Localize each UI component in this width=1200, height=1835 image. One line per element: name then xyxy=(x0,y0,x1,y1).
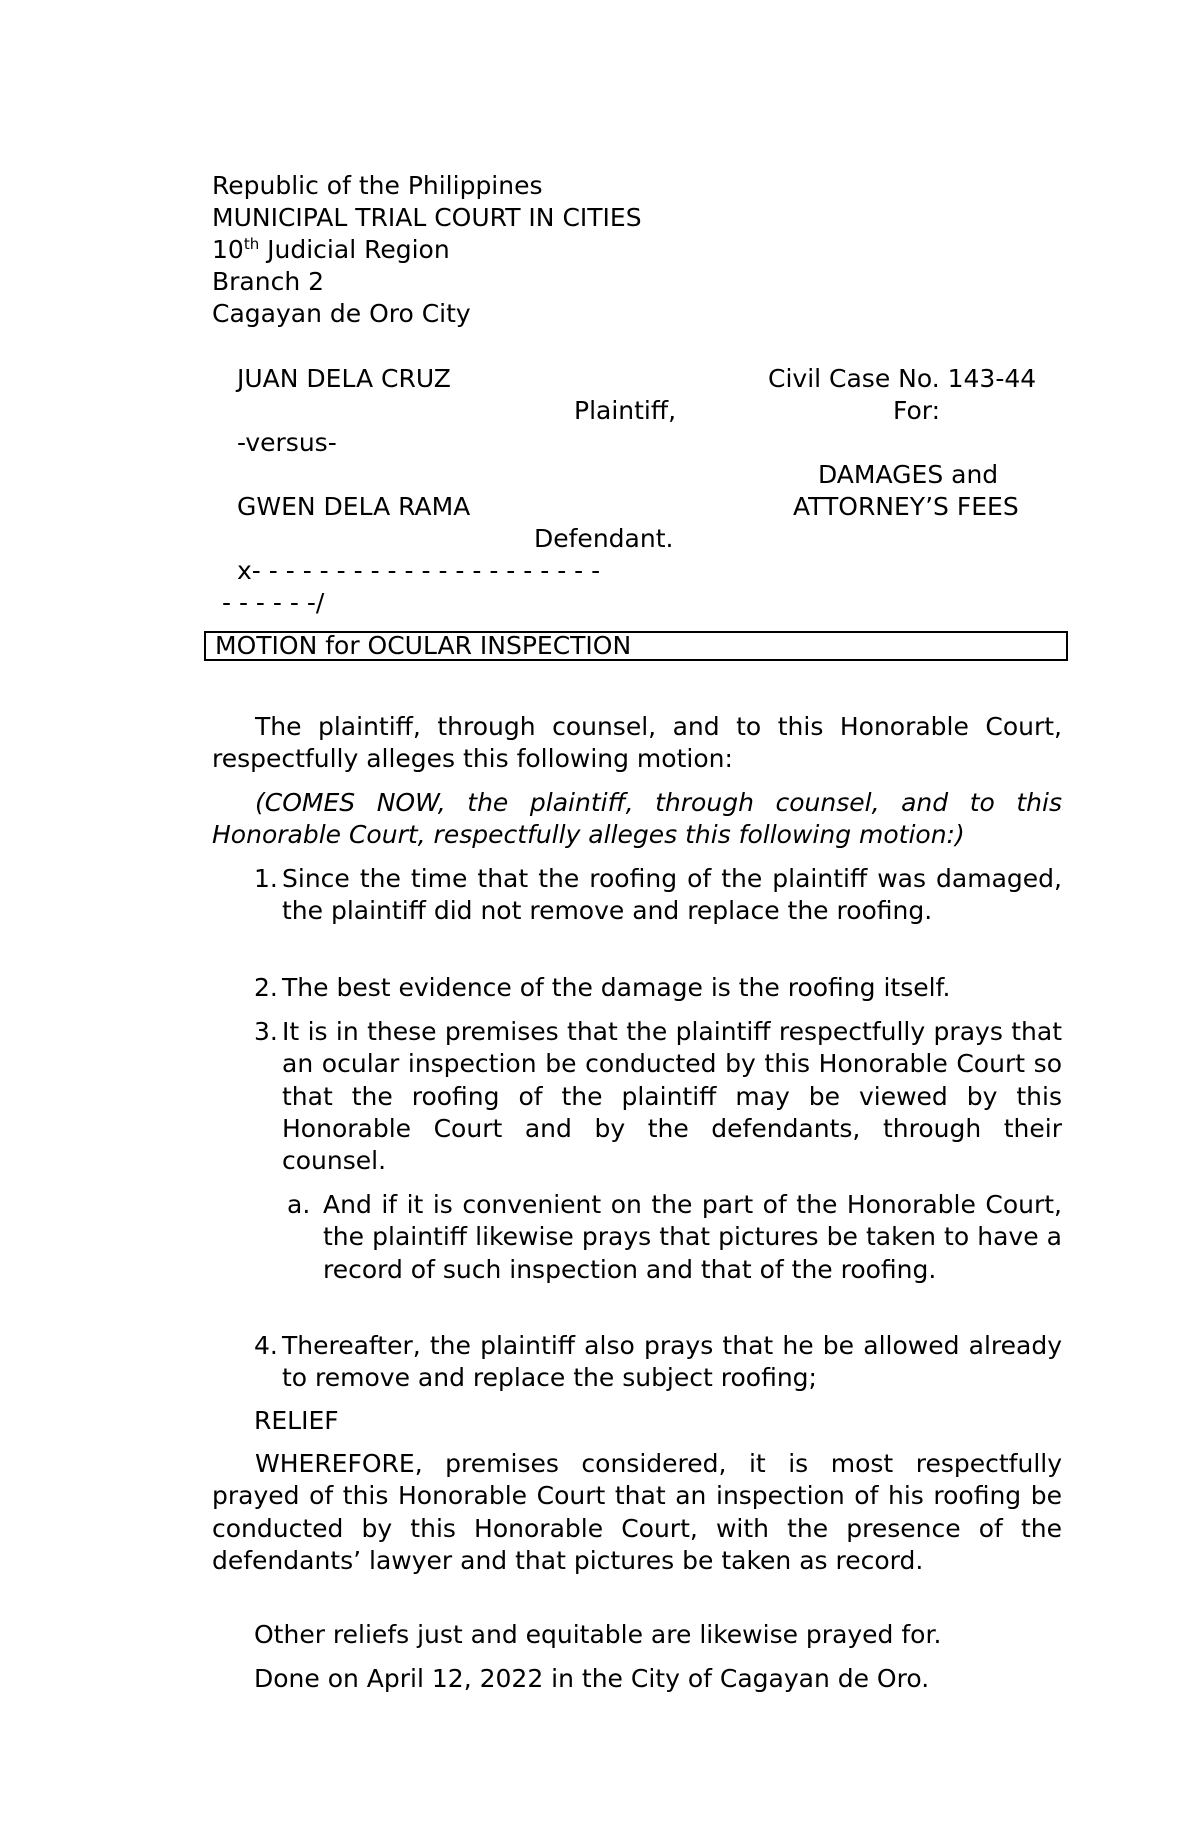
item-3a-letter: a. xyxy=(287,1190,311,1219)
branch-line: Branch 2 xyxy=(212,267,325,296)
judicial-region xyxy=(212,234,450,266)
item-2-text: The best evidence of the damage is the roofing itself. xyxy=(282,973,951,1002)
region-text: Judicial Region xyxy=(259,235,450,264)
plaintiff-label: Plaintiff, xyxy=(574,396,677,425)
intro-italic-paragraph xyxy=(212,787,1062,852)
region-ordinal-suffix: th xyxy=(243,235,260,253)
versus-label: -versus- xyxy=(237,428,337,457)
item-1-text: Since the time that the roofing of the plaintiff was damaged, the plaintiff did not remove and replace the roofing. xyxy=(282,864,1062,926)
done-on-line: Done on April 12, 2022 in the City of Cagayan de Oro. xyxy=(254,1664,930,1693)
motion-title: MOTION for OCULAR INSPECTION xyxy=(215,631,632,660)
wherefore-paragraph: WHEREFORE, premises considered, it is most respectfully prayed of this Honorable Court that an inspection of his roofing be conducted by this Honorable Court, with the presence of the defendants’ lawyer and that pictures be taken as record. xyxy=(212,1449,1062,1575)
other-reliefs-line: Other reliefs just and equitable are likewise prayed for. xyxy=(254,1620,942,1649)
item-3-number: 3. xyxy=(254,1017,278,1046)
item-4-text: Thereafter, the plaintiff also prays that he be allowed already to remove and replace the subject roofing; xyxy=(282,1331,1062,1393)
caption-separator-end: - - - - - -/ xyxy=(222,588,325,617)
defendant-name: GWEN DELA RAMA xyxy=(237,492,471,521)
motion-title-box xyxy=(204,631,1068,661)
relief-heading: RELIEF xyxy=(254,1406,339,1435)
item-3-text: It is in these premises that the plaintiff respectfully prays that an ocular inspection be conducted by this Honorable Court so that the roofing of the plaintiff may be viewed by this Honorable Court and by the defendants, through their counsel. xyxy=(282,1017,1062,1176)
item-4-number: 4. xyxy=(254,1331,278,1360)
item-1-number: 1. xyxy=(254,864,278,893)
for-label: For: xyxy=(893,396,941,425)
region-number: 10 xyxy=(212,235,244,264)
caption-separator: x- - - - - - - - - - - - - - - - - - - - - xyxy=(237,556,601,585)
case-nature-line-1: DAMAGES and xyxy=(818,460,999,489)
case-nature-line-2: ATTORNEY’S FEES xyxy=(793,492,1019,521)
plaintiff-name: JUAN DELA CRUZ xyxy=(237,364,451,393)
defendant-label: Defendant. xyxy=(534,524,674,553)
item-2-number: 2. xyxy=(254,973,278,1002)
case-number: Civil Case No. 143-44 xyxy=(768,364,1037,393)
intro-paragraph: The plaintiff, through counsel, and to this Honorable Court, respectfully alleges this following motion: xyxy=(212,712,1062,774)
court-name: MUNICIPAL TRIAL COURT IN CITIES xyxy=(212,203,642,232)
republic-line: Republic of the Philippines xyxy=(212,171,543,200)
item-3a-text: And if it is convenient on the part of the Honorable Court, the plaintiff likewise prays that pictures be taken to have a record of such inspection and that of the roofing. xyxy=(323,1190,1062,1284)
intro-italic-post: , the plaintiff, through counsel, and to this Honorable Court, respectfully alleges this following motion:) xyxy=(212,788,1062,850)
intro-italic-pre: (COMES NOW xyxy=(255,788,438,817)
city-line: Cagayan de Oro City xyxy=(212,299,471,328)
